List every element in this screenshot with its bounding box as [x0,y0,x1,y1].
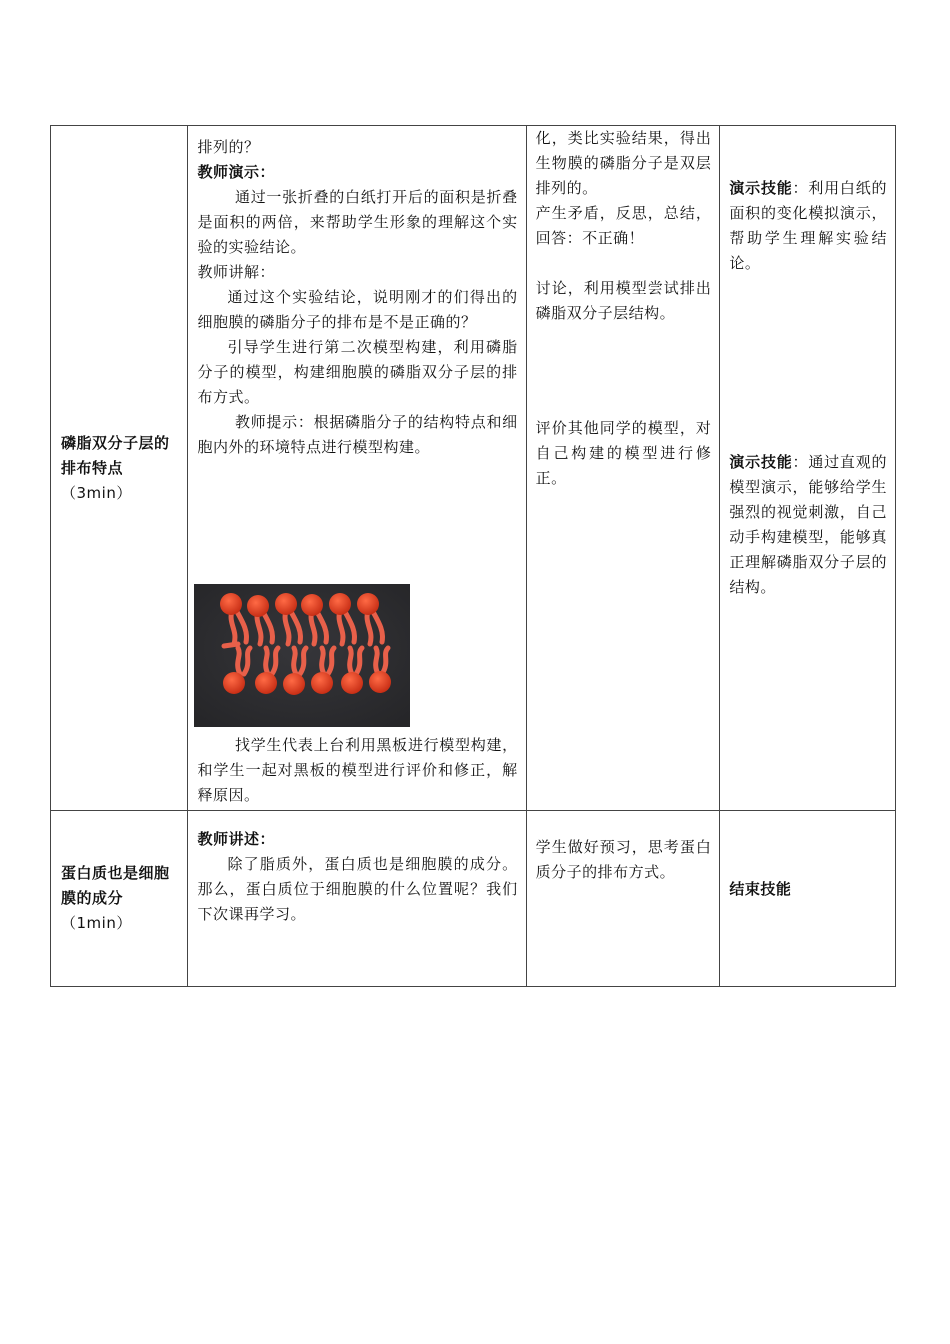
skill-label: 演示技能 [729,179,793,197]
student-response: 评价其他同学的模型，对自己构建的模型进行修正。 [535,419,712,487]
stage-cell [51,126,188,811]
explain-paragraph: 通过这个实验结论，说明刚才的们得出的细胞膜的磷脂分子的排布是不是正确的？ [197,288,518,331]
stage-name-line: 排布特点 [61,458,124,477]
lesson-plan-table [50,125,896,987]
skill-note [729,176,887,276]
skill-label: 结束技能 [729,880,792,898]
stage-cell [51,811,188,987]
phospholipid-bilayer-model-photo [194,584,410,727]
skill-cell [720,126,896,811]
demo-heading: 教师演示： [197,163,275,181]
stage-time: （1min） [61,914,132,932]
teacher-activity-cell [188,126,526,811]
skill-cell [720,811,896,987]
skill-text: ：利用白纸的面积的变化模拟演示，帮助学生理解实验结论。 [729,179,887,272]
lecture-text: 除了脂质外，蛋白质也是细胞膜的成分。那么，蛋白质位于细胞膜的什么位置呢？我们下次课再学习。 [197,855,518,923]
lecture-heading: 教师讲述： [197,830,275,848]
student-response: 讨论，利用模型尝试排出磷脂双分子层结构。 [535,279,712,322]
student-response: 学生做好预习，思考蛋白质分子的排布方式。 [535,838,712,881]
student-activity-cell [526,126,720,811]
stage-name-line: 磷脂双分子层的 [61,433,170,452]
teacher-hint: 教师提示：根据磷脂分子的结构特点和细胞内外的环境特点进行模型构建。 [197,413,518,456]
table-row-phospholipid [51,126,896,811]
skill-note [729,450,887,600]
student-activity-cell [526,811,720,987]
after-photo-text: 找学生代表上台利用黑板进行模型构建，和学生一起对黑板的模型进行评价和修正，解释原因。 [197,736,518,804]
explain-paragraph: 引导学生进行第二次模型构建，利用磷脂分子的模型，构建细胞膜的磷脂双分子层的排布方式。 [197,338,518,406]
demo-text: 通过一张折叠的白纸打开后的面积是折叠是面积的两倍，来帮助学生形象的理解这个实验的实验结论。 [197,188,518,256]
student-response: 化，类比实验结果，得出生物膜的磷脂分子是双层排列的。 [535,129,712,197]
stage-time: （3min） [61,483,132,502]
table-row-protein [51,811,896,987]
skill-label: 演示技能 [729,453,793,471]
teacher-activity-cell [188,811,526,987]
stage-name-line: 膜的成分 [61,889,124,907]
stage-name-line: 蛋白质也是细胞 [61,864,170,882]
skill-text: ：通过直观的模型演示，能够给学生强烈的视觉刺激，自己动手构建模型，能够真正理解磷脂双分子层的结构。 [729,453,887,596]
teacher-intro: 排列的？ [197,138,260,156]
explain-heading: 教师讲解： [197,263,275,281]
student-response: 产生矛盾，反思，总结，回答：不正确！ [535,204,712,247]
